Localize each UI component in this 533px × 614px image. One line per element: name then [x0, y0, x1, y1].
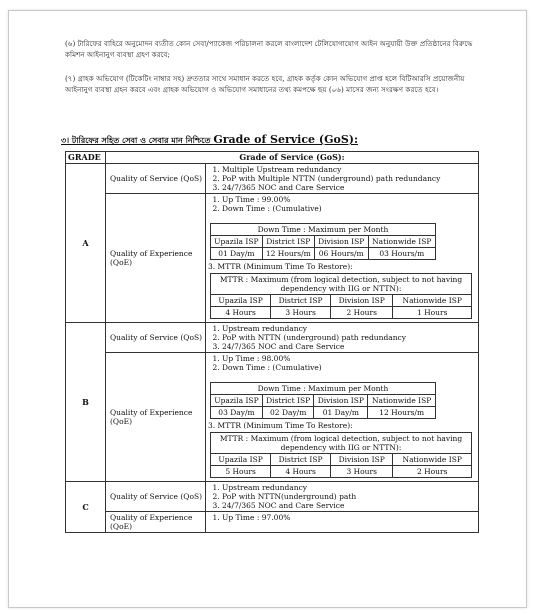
isp-header: Division ISP	[330, 454, 392, 466]
isp-header: Upazila ISP	[211, 454, 271, 466]
qos-label: Quality of Service (QoS)	[106, 482, 206, 512]
mttr-value: 3 Hours	[330, 466, 392, 478]
qoe-label: Quality of Experience (QoE)	[106, 512, 206, 533]
grade-letter-b: B	[66, 323, 106, 482]
isp-header: District ISP	[262, 236, 314, 248]
list-item: 2. Down Time : (Cumulative)	[222, 204, 476, 213]
downtime-table	[210, 382, 436, 419]
list-item: 1. Upstream redundancy	[222, 324, 476, 333]
grade-letter-a: A	[66, 164, 106, 323]
gos-table	[65, 151, 479, 533]
list-item: 3. 24/7/365 NOC and Care Service	[222, 183, 476, 192]
downtime-value: 02 Day/m	[262, 407, 314, 419]
document-page	[8, 10, 527, 608]
downtime-value: 03 Hours/m	[368, 248, 435, 260]
qoe-cell	[206, 194, 479, 323]
list-item: 1. Up Time : 98.00%	[222, 354, 476, 363]
qoe-cell	[206, 353, 479, 482]
qoe-list	[208, 513, 476, 522]
downtime-value: 01 Day/m	[211, 248, 263, 260]
mttr-label: 3. MTTR (Minimum Time To Restore):	[208, 421, 353, 430]
grade-column-header: GRADE	[66, 152, 106, 164]
mttr-title: MTTR : Maximum (from logical detection, subject to not having dependency with IIG or NTTN):	[211, 274, 472, 295]
mttr-value: 1 Hours	[393, 307, 472, 319]
downtime-value: 01 Day/m	[314, 407, 368, 419]
list-item: 2. PoP with NTTN (underground) path redundancy	[222, 333, 476, 342]
gos-column-header: Grade of Service (GoS):	[106, 152, 479, 164]
isp-header: Division ISP	[314, 395, 368, 407]
paragraph-7: (৭) গ্রাহক অভিযোগ (টিকেটিং নাম্বার সহ) দ্রুততার সাথে সমাধান করতে হবে, গ্রাহক কর্তৃক কোন অভিযোগ প্রাপ্ত হলে বিটিআরসি প্রয়োজনীয় আইনানুগ ব্যবস্থা গ্রহন করবে এবং গ্রাহক অভিযোগ ও অভিযোগ সমাধানের তথ্য কমপক্ষে ছয় (০৬) মাসের জন্য সংরক্ষণ করতে হবে।	[65, 74, 465, 94]
qoe-list	[208, 354, 476, 372]
mttr-table	[210, 432, 472, 478]
isp-header: Nationwide ISP	[393, 295, 472, 307]
paragraph-6: (৬) টারিফের বাহিরে অনুমোদন ব্যতীত কোন সেবা/প্যাকেজ পরিচালনা করলে বাংলাদেশ টেলিযোগাযোগ আইন অনুযায়ী উক্ত প্রতিষ্ঠানের বিরুদ্ধে কমিশন আইনানুগ ব্যবস্থা গ্রহণ করবে;	[65, 39, 473, 59]
qoe-cell	[206, 512, 479, 533]
mttr-value: 2 Hours	[393, 466, 472, 478]
mttr-title: MTTR : Maximum (from logical detection, subject to not having dependency with IIG or NTTN):	[211, 433, 472, 454]
mttr-table	[210, 273, 472, 319]
grade-b-qos-row	[66, 323, 479, 353]
downtime-table	[210, 223, 436, 260]
list-item: 1. Multiple Upstream redundancy	[222, 165, 476, 174]
isp-header: Nationwide ISP	[368, 395, 436, 407]
list-item: 2. PoP with Multiple NTTN (underground) path redundancy	[222, 174, 476, 183]
list-item: 3. 24/7/365 NOC and Care Service	[222, 342, 476, 351]
downtime-value: 12 Hours/m	[262, 248, 314, 260]
qoe-label: Quality of Experience (QoE)	[106, 194, 206, 323]
section-heading-en: Grade of Service (GoS):	[213, 133, 359, 146]
mttr-label: 3. MTTR (Minimum Time To Restore):	[208, 262, 353, 271]
qos-cell	[206, 164, 479, 194]
qos-cell	[206, 482, 479, 512]
qos-list	[208, 165, 476, 192]
grade-b-qoe-row	[66, 353, 479, 482]
list-item: 1. Upstream redundancy	[222, 483, 476, 492]
qos-cell	[206, 323, 479, 353]
mttr-value: 3 Hours	[271, 307, 331, 319]
mttr-value: 4 Hours	[271, 466, 331, 478]
downtime-value: 06 Hours/m	[314, 248, 368, 260]
list-item: 2. PoP with NTTN(underground) path	[222, 492, 476, 501]
grade-c-qos-row	[66, 482, 479, 512]
grade-c-qoe-row	[66, 512, 479, 533]
qoe-list	[208, 195, 476, 213]
grade-a-qoe-row	[66, 194, 479, 323]
downtime-title: Down Time : Maximum per Month	[211, 224, 436, 236]
isp-header: Upazila ISP	[211, 295, 271, 307]
downtime-value: 03 Day/m	[211, 407, 263, 419]
isp-header: District ISP	[262, 395, 314, 407]
isp-header: Division ISP	[314, 236, 368, 248]
qos-label: Quality of Service (QoS)	[106, 323, 206, 353]
grade-letter-c: C	[66, 482, 106, 533]
list-item: 1. Up Time : 99.00%	[222, 195, 476, 204]
isp-header: Nationwide ISP	[368, 236, 435, 248]
downtime-title: Down Time : Maximum per Month	[211, 383, 436, 395]
list-item: 3. 24/7/365 NOC and Care Service	[222, 501, 476, 510]
grade-a-qos-row	[66, 164, 479, 194]
section-heading	[61, 133, 358, 148]
list-item: 2. Down Time : (Cumulative)	[222, 363, 476, 372]
qoe-label: Quality of Experience (QoE)	[106, 353, 206, 482]
isp-header: District ISP	[271, 295, 331, 307]
isp-header: Division ISP	[330, 295, 392, 307]
isp-header: Nationwide ISP	[393, 454, 472, 466]
section-heading-bn: ৩। টারিফের সহিত সেবা ও সেবার মান নিশ্চিতে	[61, 135, 214, 145]
isp-header: District ISP	[271, 454, 331, 466]
mttr-value: 4 Hours	[211, 307, 271, 319]
mttr-value: 2 Hours	[330, 307, 392, 319]
list-item: 1. Up Time : 97.00%	[222, 513, 476, 522]
table-header-row	[66, 152, 479, 164]
qos-list	[208, 324, 476, 351]
isp-header: Upazila ISP	[211, 395, 263, 407]
qos-label: Quality of Service (QoS)	[106, 164, 206, 194]
downtime-value: 12 Hours/m	[368, 407, 436, 419]
qos-list	[208, 483, 476, 510]
mttr-value: 5 Hours	[211, 466, 271, 478]
isp-header: Upazila ISP	[211, 236, 263, 248]
